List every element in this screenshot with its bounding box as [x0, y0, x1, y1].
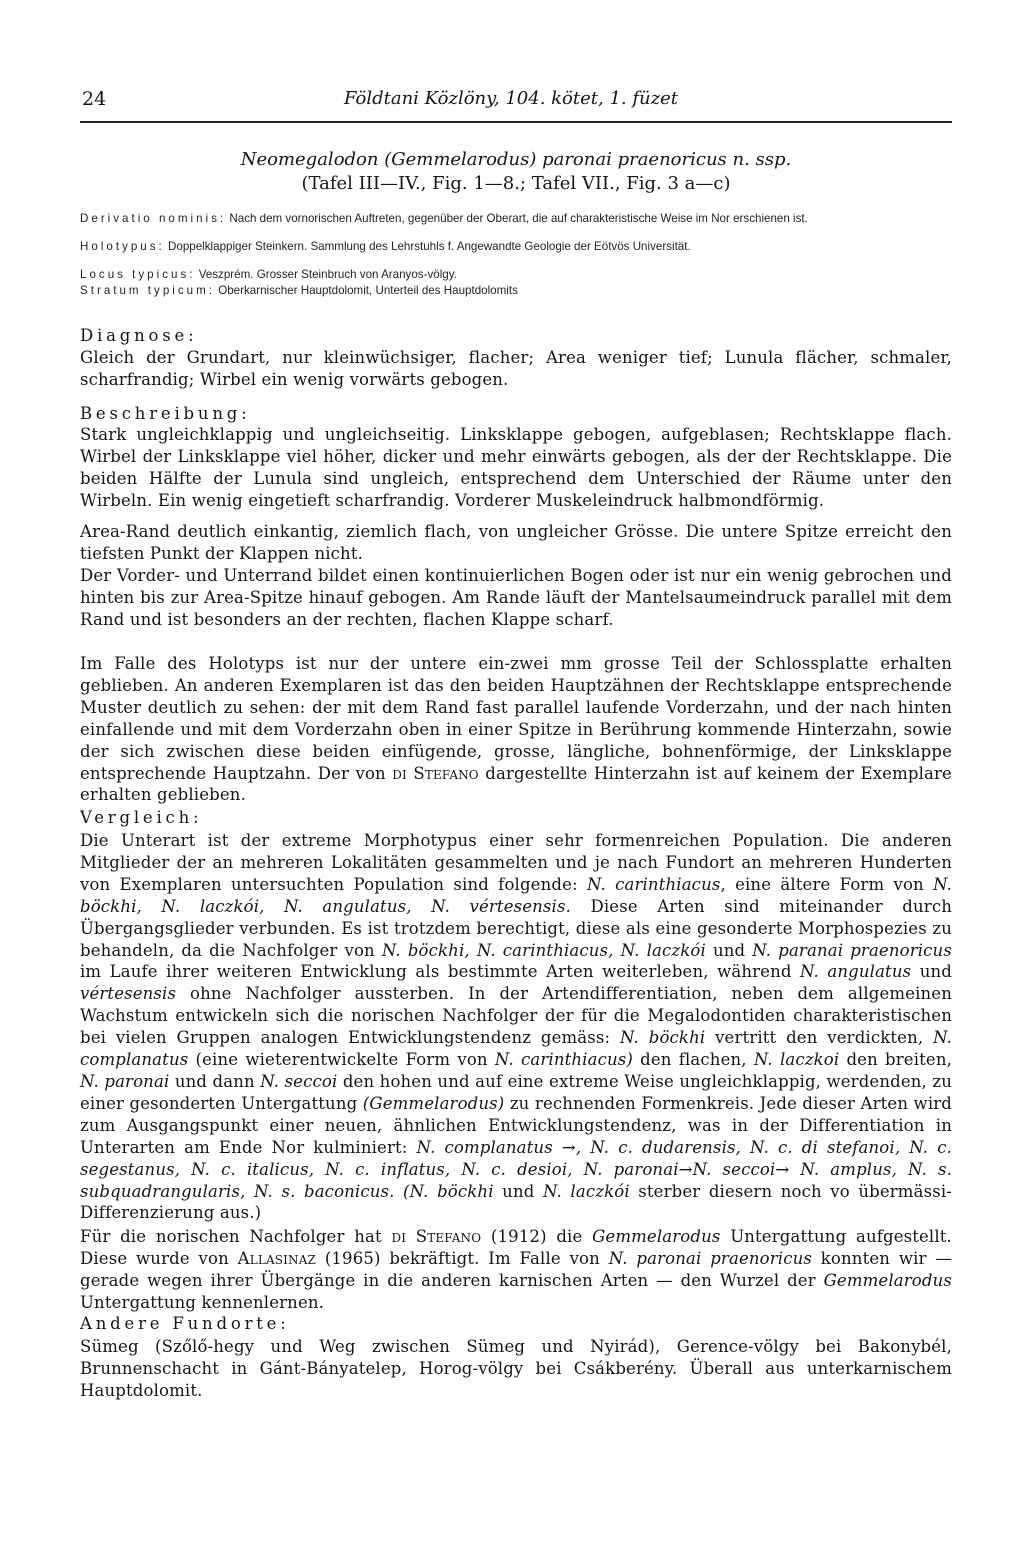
page-number: 24 — [82, 88, 107, 110]
taxon-name: N. complanatus →, N. c. dudarensis, N. c. di stefanoi, N. c. segestanus, N. c. italicus, N. c. inflatus, N. c. desioi, N. paronai→N. seccoi→ N. amplus, N. s. subquadrangularis, N. s. baconicus. (N. böckhi — [80, 1137, 952, 1201]
paragraph-text: , eine ältere Form von — [720, 874, 924, 894]
paragraph-text: im Laufe ihrer weiteren Entwicklung als bestimmte Arten weiterleben, während — [80, 962, 792, 982]
paragraph-text: ohne Nachfolger aussterben. In der Artendifferentiation, neben dem allgemeinen Wachstum entwickeln sich die norischen Nachfolger der für die Megalodontiden charakteristischen bei vielen Gruppen analogen Entwicklungstendenz gemäss: — [80, 984, 952, 1048]
locus-entry — [80, 268, 952, 282]
beschreibung-heading: Beschreibung: — [80, 404, 251, 423]
paragraph-text: den breiten, — [846, 1050, 953, 1070]
paragraph-text: (1912) die — [490, 1227, 583, 1246]
taxon-name: N. böckhi — [620, 1028, 706, 1048]
fundorte-heading: Andere Fundorte: — [80, 1314, 290, 1333]
beschreibung-paragraph-1: Stark ungleichklappig und ungleichseitig. Linksklappe gebogen, aufgeblasen; Rechtsklappe flach. Wirbel der Linksklappe viel höher, dicker und mehr einwärts gebogen, als der der Rechtsklappe. Die beiden Hälfte der Lunula sind ungleich, entsprechend dem Unterschied der Räume unter den Wirbeln. Ein wenig eingetieft scharfrandig. Vorderer Muskeleindruck halbmondförmig. — [80, 425, 952, 510]
locus-label: Locus typicus: — [80, 268, 196, 281]
taxon-name: N. angulatus — [800, 962, 912, 982]
taxon-name: N. paronai — [80, 1071, 170, 1091]
paragraph-text: den flachen, — [640, 1050, 747, 1070]
vergleich-paragraph-1 — [80, 830, 952, 1224]
diagnose-heading: Diagnose: — [80, 326, 198, 345]
header-rule — [80, 121, 952, 123]
paragraph-text: (eine wieterentwickelte Form von — [195, 1050, 488, 1070]
paragraph-text: Im Falle des Holotyps ist nur der untere ein-zwei mm grosse Teil der Schlossplatte erhalten geblieben. An anderen Exemplaren ist das den beiden Hauptzähnen der Rechtsklappe entsprechende Muster deutlich zu sehen: der mit dem Rand fast parallel laufende Vorderzahn, und der nach hinten einfallende und mit dem Vorderzahn oben in einer Spitze in Berührung kommende Hinterzahn, sowie der sich zwischen diese beiden einfügende, grosse, längliche, bohnenförmige, der Linksklappe entsprechende Hauptzahn. Der von — [80, 654, 952, 783]
paragraph-text: konnten wir — gerade wegen ihrer Übergänge in die anderen karnischen Arten — den Wurzel der — [80, 1248, 952, 1290]
taxon-name: N. paronai praenoricus — [608, 1248, 812, 1268]
derivatio-entry — [80, 212, 952, 226]
taxon-name: N. carinthiacus — [586, 874, 721, 894]
taxon-name: (Gemmelarodus) — [362, 1093, 505, 1113]
paragraph-text: Untergattung kennenlernen. — [80, 1292, 325, 1312]
paragraph-text: zu rechnenden Formenkreis. Jede dieser Arten wird zum Ausgangspunkt einer neuen, ähnlichen Entwicklungstendenz, was in der Differentiation in Unterarten am Ende Nor kulminiert: — [80, 1093, 952, 1157]
author-name: Allasinaz — [237, 1248, 317, 1268]
holotypus-label: Holotypus: — [80, 240, 165, 253]
paragraph-text: und — [502, 1181, 535, 1201]
taxon-name: vértesensis — [80, 984, 177, 1004]
fundorte-text: Sümeg (Szőlő-hegy und Weg zwischen Sümeg und Nyirád), Gerence-völgy bei Bakonybél, Brunnenschacht in Gánt-Bányatelep, Horog-völgy bei Csákberény. Überall aus unterkarnischem Hauptdolomit. — [80, 1337, 952, 1400]
beschreibung-paragraph-4 — [80, 653, 952, 806]
vergleich-heading: Vergleich: — [80, 808, 203, 827]
locus-text: Veszprém. Grosser Steinbruch von Aranyos-völgy. — [198, 268, 457, 281]
taxon-name: Gemmelarodus — [592, 1227, 721, 1246]
taxon-name: N. paranai praenoricus — [752, 940, 952, 960]
paragraph-text: und — [919, 962, 952, 982]
stratum-entry — [80, 284, 952, 298]
stratum-text: Oberkarnischer Hauptdolomit, Unterteil des Hauptdolomits — [218, 284, 518, 297]
derivatio-label: Derivatio nominis: — [80, 212, 227, 225]
running-header — [82, 88, 952, 118]
paragraph-text: sterber diesern noch vo übermässi-Differenzierung aus.) — [80, 1181, 952, 1223]
paragraph-text: Für die norischen Nachfolger hat — [80, 1227, 382, 1246]
taxon-name: N. complanatus — [80, 1028, 952, 1070]
taxon-name: N. seccoi — [260, 1071, 338, 1091]
taxon-name: N. böckhi, N. laczkói, N. angulatus, N. vértesensis. — [80, 874, 952, 916]
paragraph-text: und — [712, 940, 746, 960]
diagnose-text: Gleich der Grundart, nur kleinwüchsiger, flacher; Area weniger tief; Lunula flächer, schmaler, scharfrandig; Wirbel ein wenig vorwärts gebogen. — [80, 348, 952, 389]
paragraph-text: dargestellte Hinterzahn ist auf keinem der Exemplare erhalten geblieben. — [80, 763, 952, 805]
taxon-name: N. laczkói — [542, 1181, 630, 1201]
paragraph-text: den hohen und auf eine extreme Weise ungleichklappig, werdenden, zu einer gesonderten Untergattung — [80, 1071, 952, 1113]
plate-reference: (Tafel III—IV., Fig. 1—8.; Tafel VII., Fig. 3 a—c) — [301, 173, 731, 194]
derivatio-text: Nach dem vornorischen Auftreten, gegenüber der Oberart, die auf charakteristische Weise im Nor erschienen ist. — [229, 212, 808, 225]
paragraph-text: (1965) bekräftigt. Im Falle von — [324, 1248, 600, 1268]
taxon-name: N. laczkoi — [753, 1050, 840, 1070]
stratum-label: Stratum typicum: — [80, 284, 215, 297]
author-name: di Stefano — [391, 1227, 482, 1246]
holotypus-text: Doppelklappiger Steinkern. Sammlung des Lehrstuhls f. Angewandte Geologie der Eötvös Universität. — [168, 240, 691, 253]
taxon-title: Neomegalodon (Gemmelarodus) paronai praenoricus n. ssp. — [240, 149, 792, 170]
taxon-name: N. böckhi, N. carinthiacus, N. laczkói — [381, 940, 706, 960]
paragraph-text: Diese Arten sind miteinander durch Übergangsglieder verbunden. Es ist trotzdem berechtigt, diese als eine gesonderte Morphospezies zu behandeln, da die Nachfolger von — [80, 896, 952, 960]
vergleich-paragraph-2 — [80, 1226, 952, 1314]
holotypus-entry — [80, 240, 952, 254]
journal-title: Földtani Közlöny, 104. kötet, 1. füzet — [344, 88, 678, 109]
paragraph-text: Untergattung aufgestellt. Diese wurde von — [80, 1227, 952, 1268]
taxon-name: N. carinthiacus) — [494, 1050, 633, 1070]
beschreibung-paragraph-2: Area-Rand deutlich einkantig, ziemlich flach, von ungleicher Grösse. Die untere Spitze erreicht den tiefsten Punkt der Klappen nicht. — [80, 522, 952, 563]
author-name: di Stefano — [392, 763, 479, 783]
beschreibung-paragraph-3: Der Vorder- und Unterrand bildet einen kontinuierlichen Bogen oder ist nur ein wenig gebrochen und hinten bis zur Area-Spitze hinauf gebogen. Am Rande läuft der Mantelsaumeindruck parallel mit dem Rand und ist besonders an der rechten, flachen Klappe scharf. — [80, 566, 952, 629]
paragraph-text: vertritt den verdickten, — [715, 1028, 924, 1048]
paragraph-text: und dann — [174, 1071, 255, 1091]
taxon-name: Gemmelarodus — [823, 1270, 952, 1290]
paragraph-text: Die Unterart ist der extreme Morphotypus einer sehr formenreichen Population. Die anderen Mitglieder der an mehreren Lokalitäten gesammelten und je nach Fundort an mehreren Hunderten von Exemplaren untersuchten Population sind folgende: — [80, 831, 952, 894]
